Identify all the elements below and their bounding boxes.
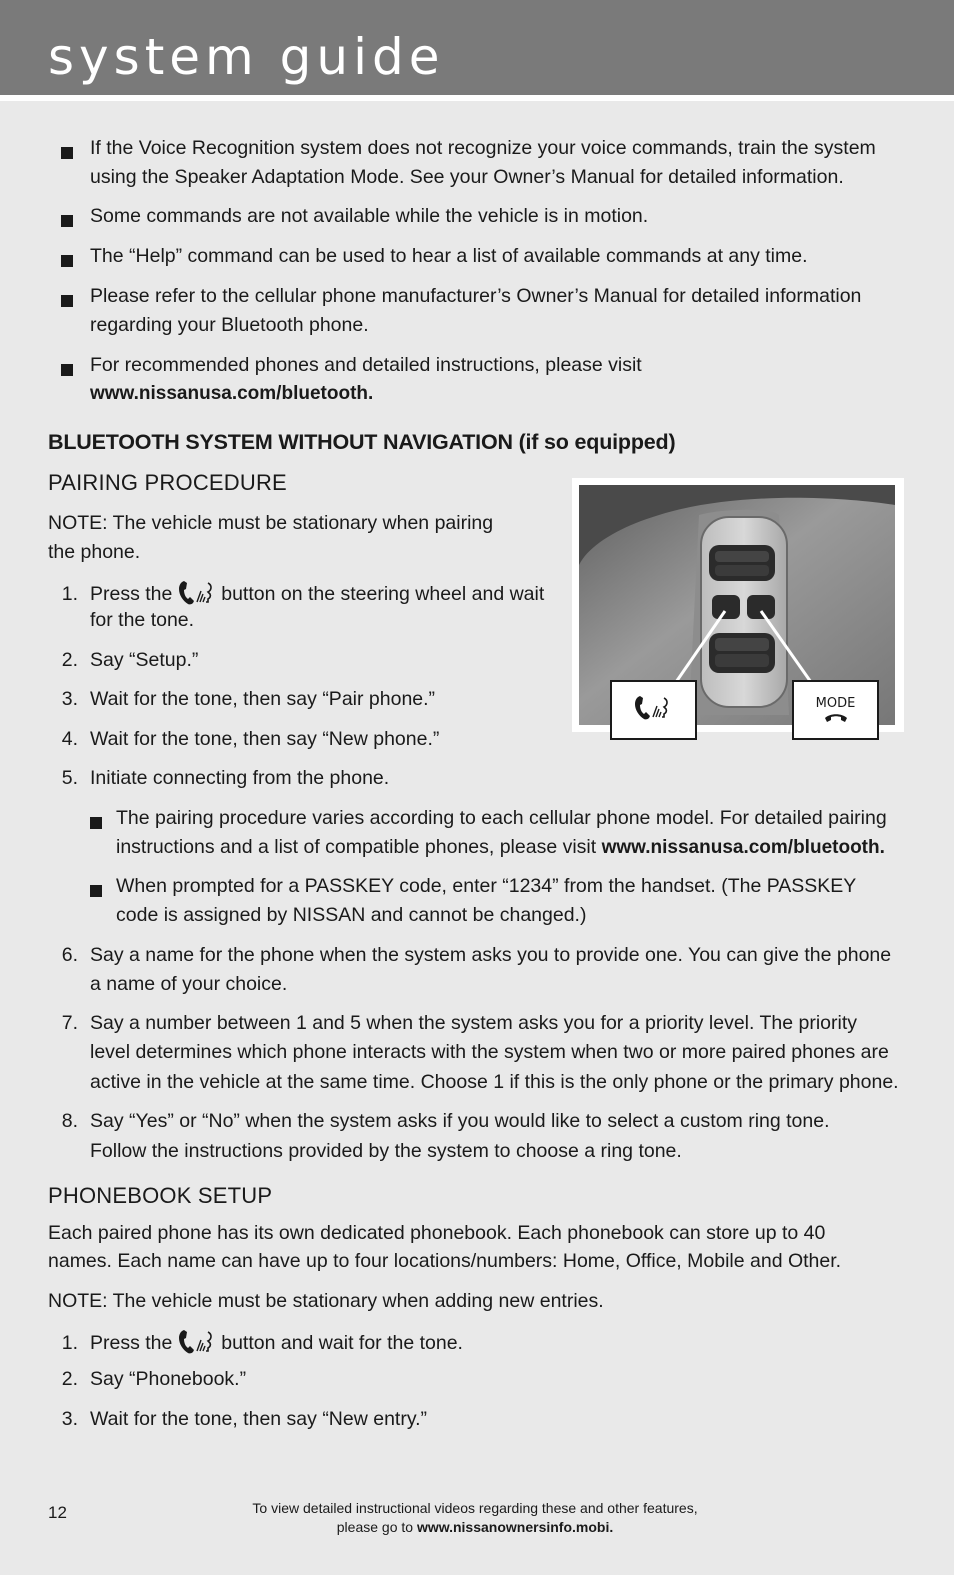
pairing-sub-bullet-2-line-2: code is assigned by NISSAN and cannot be changed.) [116,904,587,926]
talk-phone-icon [178,580,216,606]
pairing-step-8-line-2: Follow the instructions provided by the system to choose a ring tone. [90,1140,682,1162]
pairing-step-8-line-1: Say “Yes” or “No” when the system asks if you would like to select a custom ring tone. [90,1110,830,1132]
pairing-step-7-line-2: level determines which phone interacts with the system when two or more paired phones are [90,1041,889,1063]
pairing-heading: PAIRING PROCEDURE [48,470,287,495]
intro-bullet-5: For recommended phones and detailed instructions, please visit [90,354,642,376]
phonebook-step-1-pre: Press the [90,1332,173,1354]
phonebook-step-1-post: button and wait for the tone. [221,1332,463,1354]
bullet-icon [61,147,73,159]
page-title: system guide [48,28,445,86]
pairing-bluetooth-link[interactable]: www.nissanusa.com/bluetooth. [601,837,885,858]
pairing-step-4: Wait for the tone, then say “New phone.” [90,728,440,750]
footer-line-2 [240,1518,710,1537]
phonebook-para-line-1: Each paired phone has its own dedicated phonebook. Each phonebook can store up to 40 [48,1222,826,1244]
footer-note [240,1499,710,1537]
footer-line-2-text: please go to [336,1519,414,1535]
step-number: 1. [61,1332,78,1354]
bullet-icon [90,817,102,829]
phonebook-note: NOTE: The vehicle must be stationary when adding new entries. [48,1290,604,1312]
intro-bullet-2: Some commands are not available while the vehicle is in motion. [90,205,649,227]
phonebook-heading: PHONEBOOK SETUP [48,1183,273,1208]
pairing-step-1-line-2: for the tone. [90,609,195,631]
page-number: 12 [48,1503,67,1522]
bullet-icon [61,215,73,227]
section-heading-suffix: (if so equipped) [518,430,676,454]
step-number: 4. [61,728,78,750]
pairing-step-5: Initiate connecting from the phone. [90,767,390,789]
step-number: 2. [61,649,78,671]
footer-line-1: To view detailed instructional videos regarding these and other features, [252,1500,698,1516]
section-heading-main: BLUETOOTH SYSTEM WITHOUT NAVIGATION [48,430,513,454]
bullet-icon [61,364,73,376]
talk-phone-icon [178,1329,216,1355]
pairing-step-6-line-1: Say a name for the phone when the system asks you to provide one. You can give the phone [90,944,892,966]
pairing-step-2: Say “Setup.” [90,649,199,671]
step-number: 8. [61,1110,78,1132]
pairing-step-3: Wait for the tone, then say “Pair phone.” [90,688,436,710]
bullet-icon [61,295,73,307]
pairing-step-7-line-1: Say a number between 1 and 5 when the system asks you for a priority level. The priority [90,1012,858,1034]
pairing-step-1-pre: Press the [90,583,173,605]
step-number: 7. [61,1012,78,1034]
pairing-step-1-post: button on the steering wheel and wait [221,583,545,605]
step-number: 5. [61,767,78,789]
pairing-step-1 [90,580,544,609]
bullet-icon [61,255,73,267]
talk-phone-icon [612,682,695,738]
step-number: 3. [61,1408,78,1430]
mode-label: MODE [815,696,856,711]
step-number: 3. [61,688,78,710]
step-number: 2. [61,1368,78,1390]
header-divider [0,95,954,101]
section-heading [48,430,675,455]
step-number: 1. [61,583,78,605]
pairing-sub-bullet-1-text: instructions and a list of compatible phones, please visit [116,836,597,858]
phonebook-step-1 [90,1329,463,1358]
bullet-icon [90,885,102,897]
pairing-step-7-line-3: active in the vehicle at the same time. Choose 1 if this is the only phone or the primary phone. [90,1071,899,1093]
intro-bluetooth-link[interactable]: www.nissanusa.com/bluetooth. [90,383,374,404]
pairing-note-line-2: the phone. [48,541,141,563]
intro-bullet-4-line-1: Please refer to the cellular phone manufacturer’s Owner’s Manual for detailed information [90,285,862,307]
pairing-step-6-line-2: a name of your choice. [90,973,288,995]
pairing-sub-bullet-2-line-1: When prompted for a PASSKEY code, enter “1234” from the handset. (The PASSKEY [116,875,857,897]
pairing-sub-bullet-1-line-1: The pairing procedure varies according to each cellular phone model. For detailed pairing [116,807,887,829]
phonebook-para-line-2: names. Each name can have up to four locations/numbers: Home, Office, Mobile and Other. [48,1250,842,1272]
talk-button-callout [610,680,697,740]
pairing-note-line-1: NOTE: The vehicle must be stationary when pairing [48,512,494,534]
phonebook-step-3: Wait for the tone, then say “New entry.” [90,1408,428,1430]
mode-button-callout [792,680,879,740]
footer-owners-info-link[interactable]: www.nissanownersinfo.mobi. [416,1519,614,1535]
hang-up-phone-icon [824,712,848,724]
intro-bullet-3: The “Help” command can be used to hear a list of available commands at any time. [90,245,808,267]
intro-bullet-4-line-2: regarding your Bluetooth phone. [90,314,369,336]
intro-bullet-1-line-1: If the Voice Recognition system does not recognize your voice commands, train the system [90,137,876,159]
intro-bullet-1-line-2: using the Speaker Adaptation Mode. See your Owner’s Manual for detailed information. [90,166,844,188]
step-number: 6. [61,944,78,966]
pairing-sub-bullet-1-line-2 [116,836,885,859]
phonebook-step-2: Say “Phonebook.” [90,1368,247,1390]
